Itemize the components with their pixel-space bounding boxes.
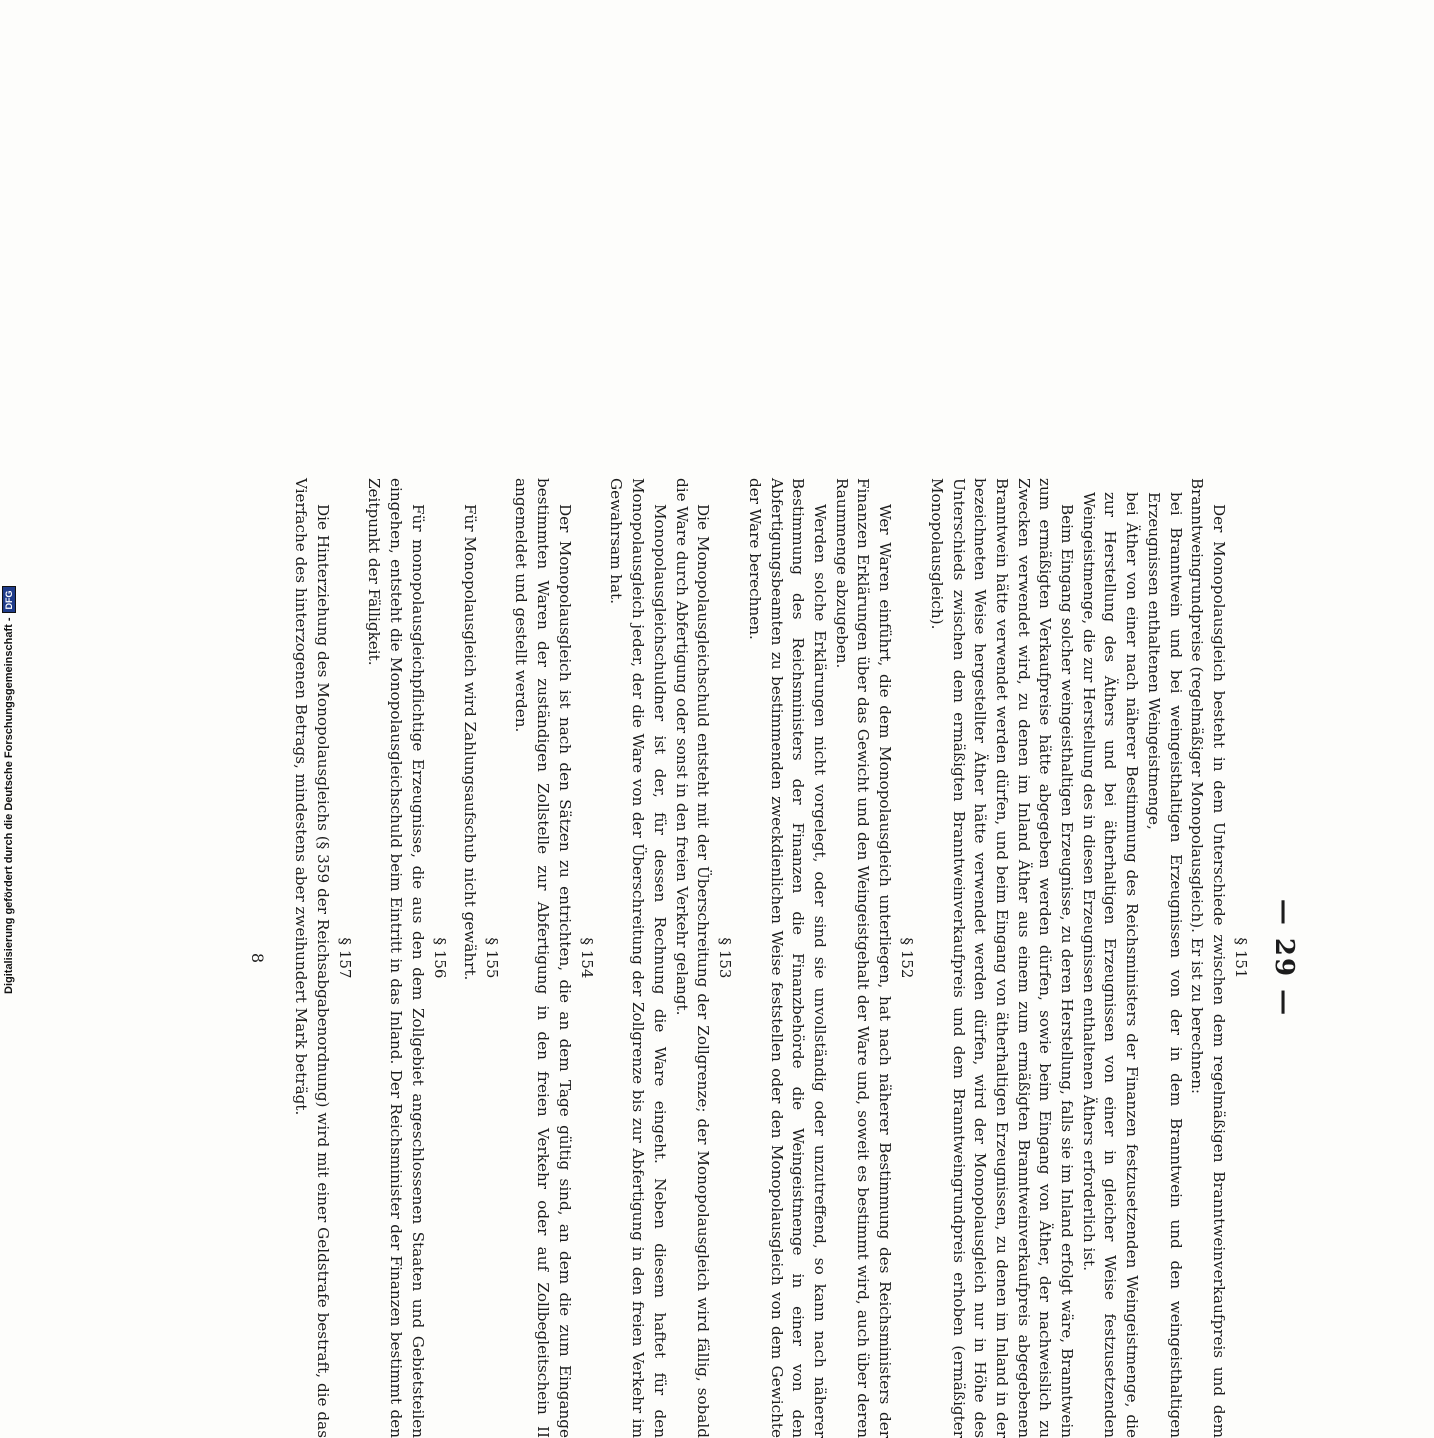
section-154 [510, 478, 596, 1438]
section-151 [925, 478, 1250, 1438]
signature-mark: 8 [248, 952, 268, 964]
paragraph: bei Branntwein und bei weingeisthaltigen Erzeugnissen von der in dem Branntwein und den weingeisthaltigen Erzeugnissen enthaltenen Weingeistmenge, [1144, 492, 1185, 1438]
section-156 [363, 478, 449, 1438]
section-157 [289, 478, 353, 1438]
paragraph: Die Monopolausgleichschuld entsteht mit der Überschreitung der Zollgrenze; der Monopolausgleich wird fällig, sobald die Ware durch Abfertigung oder sonst in den freien Verkehr gelangt. [672, 478, 713, 1438]
section-heading: § 152 [898, 937, 917, 979]
section-152 [743, 478, 916, 1438]
paragraph: Für Monopolausgleich wird Zahlungsaufschub nicht gewährt. [460, 504, 479, 981]
section-heading: § 155 [482, 937, 501, 979]
paragraph: Der Monopolausgleich ist nach den Sätzen zu entrichten, die an dem Tage gültig sind, an dem die zum Eingange bestimmten Waren der zuständigen Zollstelle zur Abfertigung in den freien Verkehr oder auf Zollbegleitschein II angemeldet und gestellt werden. [512, 478, 574, 1438]
page-number: — 29 — [1269, 898, 1299, 1018]
section-heading: § 157 [335, 937, 354, 979]
paragraph: Wer Waren einführt, die dem Monopolausgleich unterliegen, hat nach näherer Bestimmung des Reichsministers der Finanzen Erklärungen über das Gewicht und den Weingeistgehalt der Ware und, soweit es bestimmt wird, auch über deren Raummenge abzugeben. [832, 478, 895, 1438]
paragraph: Werden solche Erklärungen nicht vorgelegt, oder sind sie unvollständig oder unzutreffend, so kann nach näherer Bestimmung des Reichsministers der Finanzen die Finanzbehörde die Weingeistmenge in einer von den Abfertigungsbeamten zu bestimmenden zweckdienlichen Weise feststellen oder den Monopolausgleich von dem Gewichte der Ware berechnen. [745, 478, 830, 1438]
section-153 [605, 478, 735, 1438]
paragraph: Monopolausgleichschuldner ist der, für dessen Rechnung die Ware eingeht. Neben diesem haftet für den Monopolausgleich jeder, der die Ware von der Überschreitung der Zollgrenze bis zur Abfertigung in den freien Verkehr im Gewahrsam hat. [607, 478, 669, 1438]
credit-text: Digitalisierung gefördert durch die Deutsche Forschungsgemeinschaft - [3, 617, 15, 994]
rotated-text-block [59, 478, 1299, 1438]
section-155 [458, 478, 501, 1438]
paragraph: Die Hinterziehung des Monopolausgleichs (§ 359 der Reichsabgabenordnung) wird mit einer Geldstrafe bestraft, die das Vierfache des hinterzogenen Betrags, mindestens aber zweihundert Mark beträgt. [292, 478, 332, 1438]
paragraph: bei Äther von einer nach näherer Bestimmung des Reichsministers der Finanzen festzusetzenden Weingeistmenge, die zur Herstellung des Äthers und bei ätherhaltigen Erzeugnissen von einer in gleicher Weise festzusetzenden Weingeistmenge, die zur Herstellung des in diesen Erzeugnissen enthaltenen Äthers erforderlich ist. [1079, 492, 1142, 1438]
paragraph: Beim Eingang solcher weingeisthaltigen Erzeugnisse, zu deren Herstellung, falls sie im Inland erfolgt wäre, Branntwein zum ermäßigten Verkaufpreise hätte abgegeben werden dürfen, sowie beim Eingang von Äther, der nachweislich zu Zwecken verwendet wird, zu denen im Inland Äther aus einem zum ermäßigten Branntweinverkaufpreis abgegebenen Branntwein hätte verwendet werden dürfen, und beim Eingang von ätherhaltigen Erzeugnissen, zu denen im Inland in der bezeichneten Weise hergestellter Äther hätte verwendet werden dürfen, wird der Monopolausgleich nur in Höhe des Unterschieds zwischen dem ermäßigten Branntweinverkaufpreis und dem Branntweingrundpreis erhoben (ermäßigter Monopolausgleich). [927, 478, 1077, 1438]
paragraph: Der Monopolausgleich besteht in dem Unterschiede zwischen dem regelmäßigen Branntweinverkaufpreis und dem Branntweingrundpreise (regelmäßiger Monopolausgleich). Er ist zu berechnen: [1188, 478, 1228, 1438]
section-heading: § 154 [577, 937, 596, 979]
section-heading: § 151 [1232, 937, 1250, 979]
paragraph: Für monopolausgleichpflichtige Erzeugnisse, die aus den dem Zollgebiet angeschlossenen Staaten und Gebietsteilen eingehen, entsteht die Monopolausgleichschuld beim Eintritt in das Inland. Der Reichsminister der Finanzen bestimmt den Zeitpunkt der Fälligkeit. [365, 478, 427, 1438]
section-heading: § 156 [430, 937, 449, 979]
dfg-logo: DFG [2, 586, 16, 613]
dfg-credit-strip [2, 586, 16, 994]
section-heading: § 153 [716, 937, 735, 979]
